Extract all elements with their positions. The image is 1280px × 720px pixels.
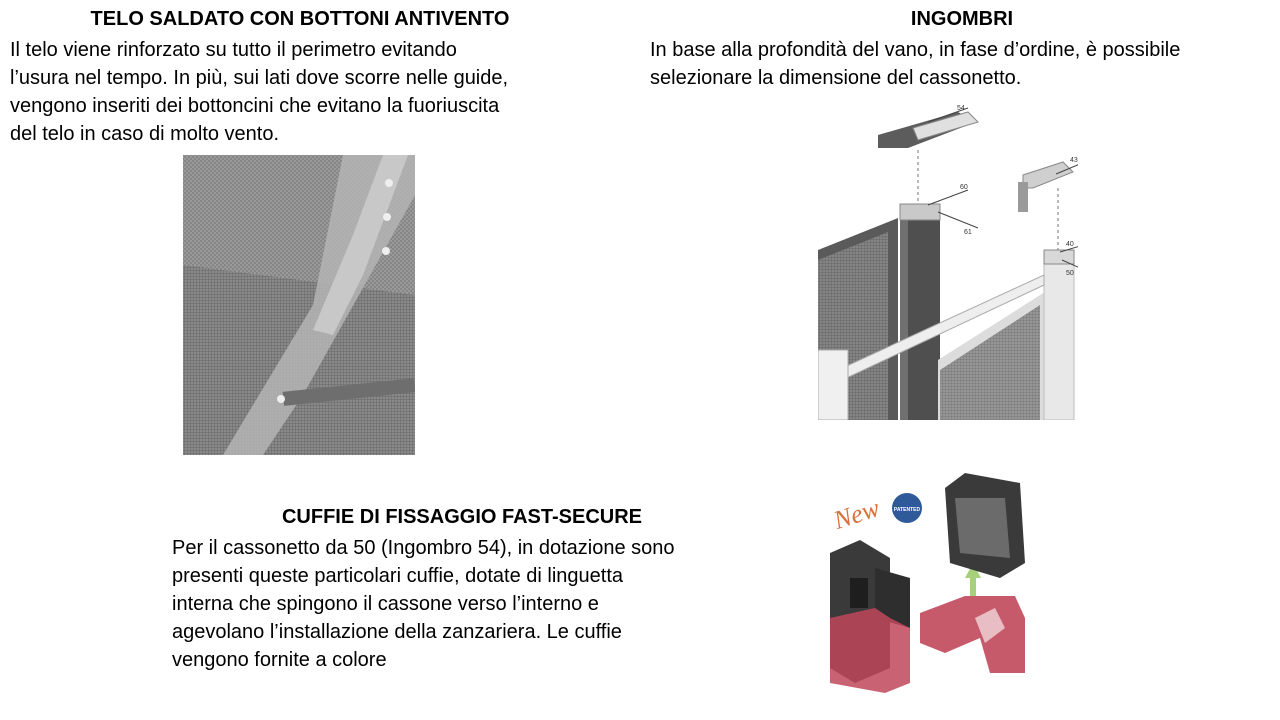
telo-description xyxy=(10,36,600,148)
patented-seal-text: PATENTED xyxy=(893,507,921,513)
ingombri-line: In base alla profondità del vano, in fase d’ordine, è possibile xyxy=(650,39,1181,61)
telo-title: TELO SALDATO CON BOTTONI ANTIVENTO xyxy=(90,8,510,30)
cuffie-description xyxy=(172,534,762,674)
cuffie-line: Per il cassonetto da 50 (Ingombro 54), in dotazione sono xyxy=(172,537,675,559)
ingombri-title: INGOMBRI xyxy=(910,8,1014,30)
anti-wind-button xyxy=(385,179,393,187)
telo-line: del telo in caso di molto vento. xyxy=(10,123,280,145)
fast-secure-caps-illustration xyxy=(815,468,1030,708)
dim-label-61: 61 xyxy=(964,229,972,236)
cuffie-line: interna che spingono il cassone verso l’interno e xyxy=(172,593,599,615)
cuffie-line: presenti queste particolari cuffie, dotate di linguetta xyxy=(172,565,624,587)
cassette-dimensions-diagram xyxy=(818,100,1078,420)
cuffie-line: vengono fornite a colore xyxy=(172,649,387,671)
cuffie-line: agevolano l’installazione della zanzariera. Le cuffie xyxy=(172,621,622,643)
dim-label-60: 60 xyxy=(960,184,968,191)
dim-label-54: 54 xyxy=(957,105,965,112)
dim-label-43: 43 xyxy=(1070,157,1078,164)
telo-line: l’usura nel tempo. In più, sui lati dove scorre nelle guide, xyxy=(10,67,509,89)
telo-line: Il telo viene rinforzato su tutto il perimetro evitando xyxy=(10,39,457,61)
ingombri-description xyxy=(650,36,1275,92)
ingombri-line: selezionare la dimensione del cassonetto. xyxy=(650,67,1022,89)
telo-line: vengono inseriti dei bottoncini che evitano la fuoriuscita xyxy=(10,95,500,117)
anti-wind-button xyxy=(277,395,285,403)
anti-wind-button xyxy=(383,213,391,221)
anti-wind-button xyxy=(382,247,390,255)
dim-label-50: 50 xyxy=(1066,270,1074,277)
fabric-mesh-photo xyxy=(183,155,415,455)
dim-label-40: 40 xyxy=(1066,241,1074,248)
new-badge-text: New xyxy=(830,493,883,536)
cuffie-title: CUFFIE DI FISSAGGIO FAST-SECURE xyxy=(281,506,643,528)
